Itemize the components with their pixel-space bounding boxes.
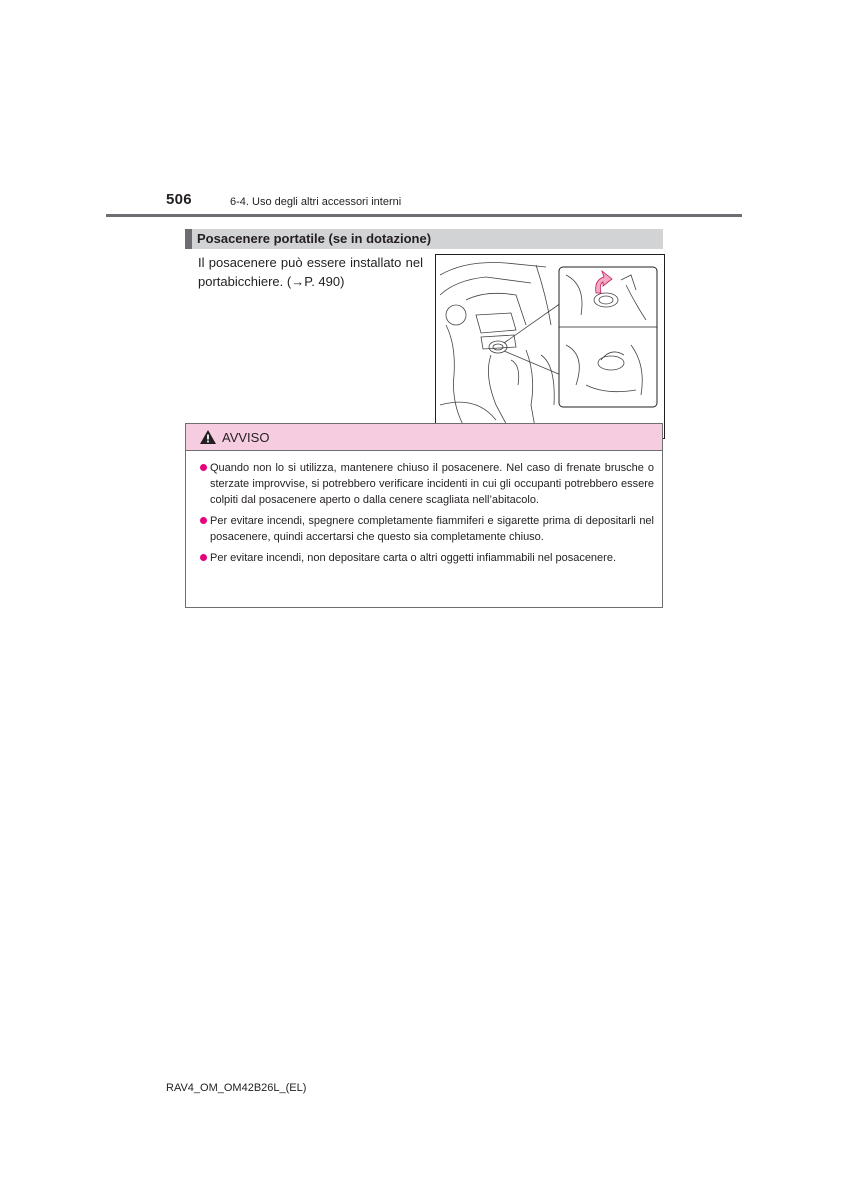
section-reference: 6-4. Uso degli altri accessori interni (230, 196, 402, 208)
warning-item (200, 513, 654, 545)
warning-item (200, 550, 654, 566)
warning-item (200, 460, 654, 508)
warning-box (185, 423, 663, 608)
bullet-icon (200, 517, 207, 524)
page-number: 506 (166, 191, 192, 208)
bullet-icon (200, 554, 207, 561)
warning-item-text: Per evitare incendi, non depositare carta o altri oggetti infiammabili nel posacenere. (210, 552, 617, 564)
section-heading: Posacenere portatile (se in dotazione) (185, 229, 663, 249)
header-rule (106, 214, 742, 217)
ashtray-figure (435, 254, 665, 439)
car-interior-illustration (436, 255, 664, 438)
bullet-icon (200, 464, 207, 471)
warning-list (186, 451, 662, 566)
intro-text: Il posacenere può essere installato nel portabicchiere. (→P. 490) (198, 255, 423, 289)
footer-code: RAV4_OM_OM42B26L_(EL) (166, 1082, 307, 1094)
warning-header (186, 424, 662, 451)
warning-item-text: Quando non lo si utilizza, mantenere chiuso il posacenere. Nel caso di frenate brusche o sterzate improvvise, si potrebbero verificare incidenti in cui gli occupanti potrebbero essere colpiti dal posacenere aperto o dalla cenere scagliata nell’abitacolo. (210, 462, 654, 506)
warning-title: AVVISO (222, 429, 270, 445)
warning-triangle-icon (199, 429, 217, 445)
warning-item-text: Per evitare incendi, spegnere completamente fiammiferi e sigarette prima di depositarli nel posacenere, quindi accertarsi che questo sia completamente chiuso. (210, 515, 654, 543)
